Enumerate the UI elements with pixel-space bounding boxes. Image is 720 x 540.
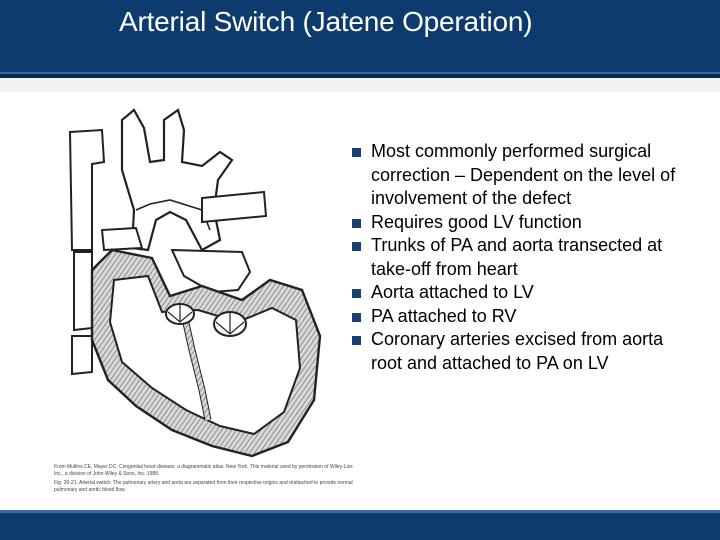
bullet-text: PA attached to RV: [371, 305, 517, 326]
arterial-switch-heart-diagram: [52, 100, 362, 462]
square-bullet-icon: [352, 242, 361, 251]
bullet-text: Trunks of PA and aorta transected at take-off from heart: [371, 235, 663, 279]
bullet-text: Most commonly performed surgical correction – Dependent on the level of involvement of the defect: [371, 141, 676, 208]
figure-caption-text: Fig. 30-21. Arterial switch. The pulmonary artery and aorta are separated from their respective origins and reattached to provide normal pulmonary and aortic blood flow.: [54, 480, 353, 493]
footer-bar: [0, 510, 720, 540]
bullet-item: [352, 305, 697, 329]
bullet-text: Coronary arteries excised from aorta root and attached to PA on LV: [371, 329, 664, 373]
square-bullet-icon: [352, 219, 361, 228]
slide-title: Arterial Switch (Jatene Operation): [119, 6, 533, 37]
bullet-item: [352, 328, 697, 375]
figure-caption: [54, 464, 354, 493]
title-bar: [0, 0, 720, 78]
title-underline: [0, 72, 720, 74]
valve-right: [214, 312, 246, 336]
bullet-item: [352, 234, 697, 281]
valve-left: [166, 304, 194, 324]
bullet-text: Aorta attached to LV: [371, 282, 534, 302]
square-bullet-icon: [352, 289, 361, 298]
bullet-item: [352, 140, 697, 211]
header-shadow-strip: [0, 78, 720, 92]
aortic-arch: [122, 110, 232, 250]
bullet-item: [352, 281, 697, 305]
square-bullet-icon: [352, 148, 361, 157]
square-bullet-icon: [352, 313, 361, 322]
bullet-text: Requires good LV function: [371, 211, 582, 232]
square-bullet-icon: [352, 336, 361, 345]
figure-source-note: From Mullins CE, Mayer DC: Congenital heart disease: a diagrammatic atlas. New York. This material used by permission of Wiley-Liss Inc., a division of John Wiley & Sons, Inc. 1988.: [54, 464, 353, 477]
bullet-list: [352, 140, 697, 375]
bullet-item: [352, 211, 697, 235]
